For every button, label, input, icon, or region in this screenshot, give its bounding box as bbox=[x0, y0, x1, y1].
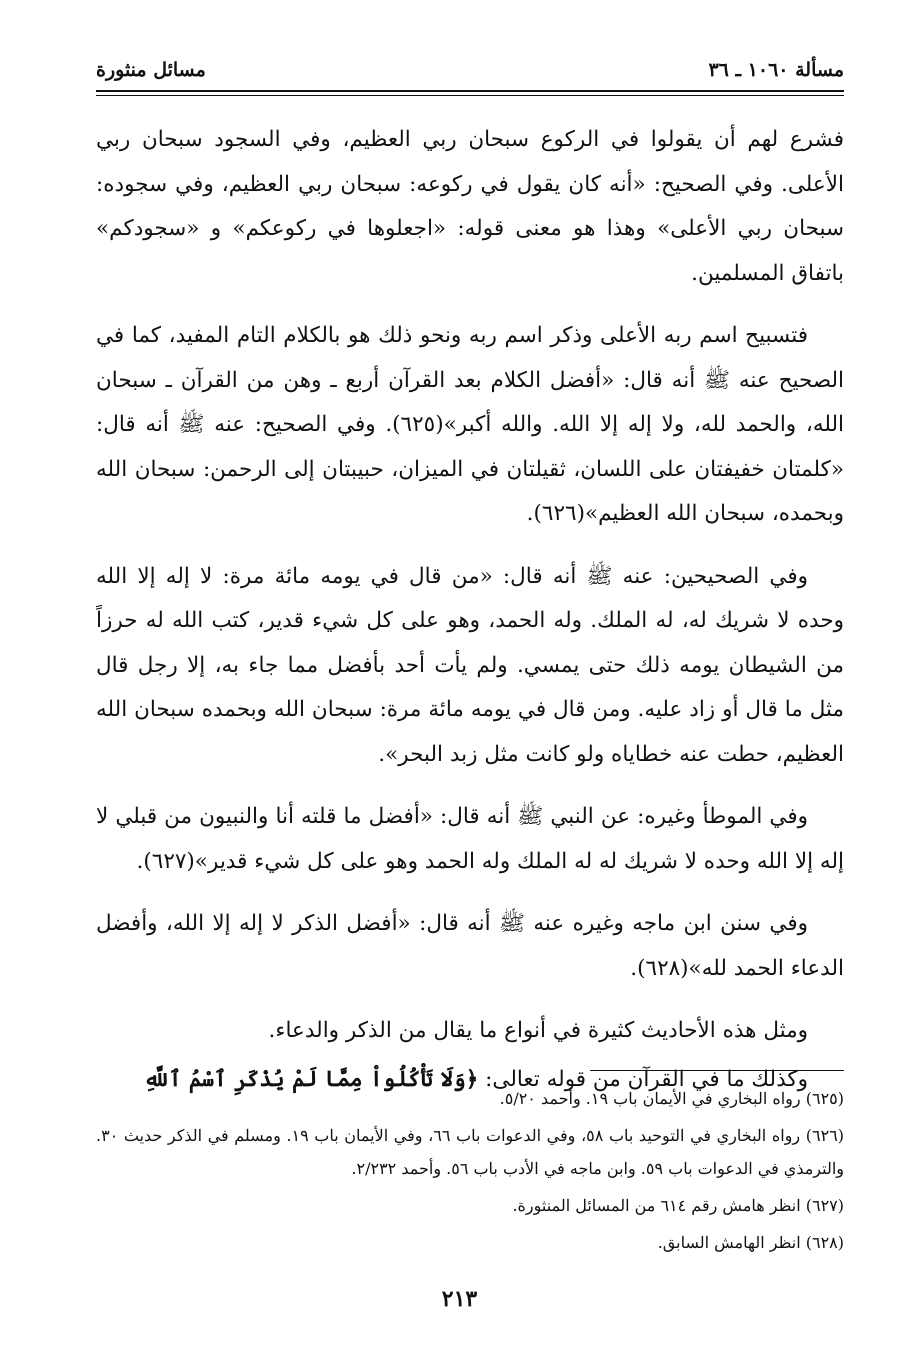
paragraph: وفي سنن ابن ماجه وغيره عنه ﷺ أنه قال: «أفضل الذكر لا إله إلا الله، وأفضل الدعاء الحمد لله»(٦٢٨). bbox=[96, 911, 844, 981]
running-header bbox=[96, 50, 844, 90]
paragraph: وفي الصحيحين: عنه ﷺ أنه قال: «من قال في يومه مائة مرة: لا إله إلا الله وحده لا شريك له، له الملك. وله الحمد، وهو على كل شيء قدير، كتب الله له حرزاً من الشيطان يومه ذلك حتى يمسي. ولم يأت أحد بأفضل مما جاء به، إلا رجل قال مثل ما قال أو زاد عليه. ومن قال في يومه مائة مرة: سبحان الله وبحمده سبحان الله العظيم، حطت عنه خطاياه ولو كانت مثل زبد البحر». bbox=[96, 563, 844, 767]
header-question-number: مسألة ١٠٦٠ ـ ٣٦ bbox=[708, 59, 844, 81]
footnote-divider bbox=[590, 1070, 844, 1071]
main-text bbox=[96, 118, 844, 1120]
paragraph: ومثل هذه الأحاديث كثيرة في أنواع ما يقال من الذكر والدعاء. bbox=[268, 1018, 808, 1043]
verse-intro: وكذلك ما في القرآن من قوله تعالى: bbox=[478, 1066, 808, 1092]
header-divider bbox=[96, 90, 844, 96]
quran-verse: ﴿وَلَا تَأْكُلُواْ مِمَّا لَمْ يُذْكَرِ ٱسْمُ ٱللَّهِ bbox=[143, 1066, 479, 1092]
footnote: (٦٢٨) انظر الهامش السابق. bbox=[657, 1233, 844, 1252]
header-section-title: مسائل منثورة bbox=[96, 59, 206, 81]
footnote: (٦٢٥) رواه البخاري في الأيمان باب ١٩. وأحمد ٥/٢٠. bbox=[499, 1089, 844, 1108]
paragraph: فشرع لهم أن يقولوا في الركوع سبحان ربي العظيم، وفي السجود سبحان ربي الأعلى. وفي الصحيح: «أنه كان يقول في ركوعه: سبحان ربي العظيم، وفي سجوده: سبحان ربي الأعلى» وهذا هو معنى قوله: «اجعلوها في ركوعكم» و «سجودكم» باتفاق المسلمين. bbox=[96, 127, 844, 286]
paragraph: فتسبيح اسم ربه الأعلى وذكر اسم ربه ونحو ذلك هو بالكلام التام المفيد، كما في الصحيح عنه ﷺ أنه قال: «أفضل الكلام بعد القرآن أربع ـ وهن من القرآن ـ سبحان الله، والحمد لله، ولا إله إلا الله. والله أكبر»(٦٢٥). وفي الصحيح: عنه ﷺ أنه قال: «كلمتان خفيفتان على اللسان، ثقيلتان في الميزان، حبيبتان إلى الرحمن: سبحان الله وبحمده، سبحان الله العظيم»(٦٢٦). bbox=[96, 323, 844, 526]
footnote: (٦٢٦) رواه البخاري في التوحيد باب ٥٨، وفي الدعوات باب ٦٦، وفي الأيمان باب ١٩. ومسلم في الذكر حديث ٣٠. والترمذي في الدعوات باب ٥٩. وابن ماجه في الأدب باب ٥٦. وأحمد ٢/٢٣٢. bbox=[96, 1126, 845, 1178]
page-number: ٢١٣ bbox=[441, 1286, 478, 1312]
footnotes bbox=[96, 1082, 844, 1263]
paragraph: وفي الموطأ وغيره: عن النبي ﷺ أنه قال: «أفضل ما قلته أنا والنبيون من قبلي لا إله إلا الله وحده لا شريك له له الملك وله الحمد وهو على كل شيء قدير»(٦٢٧). bbox=[96, 804, 844, 874]
footnote: (٦٢٧) انظر هامش رقم ٦١٤ من المسائل المنثورة. bbox=[512, 1196, 844, 1215]
